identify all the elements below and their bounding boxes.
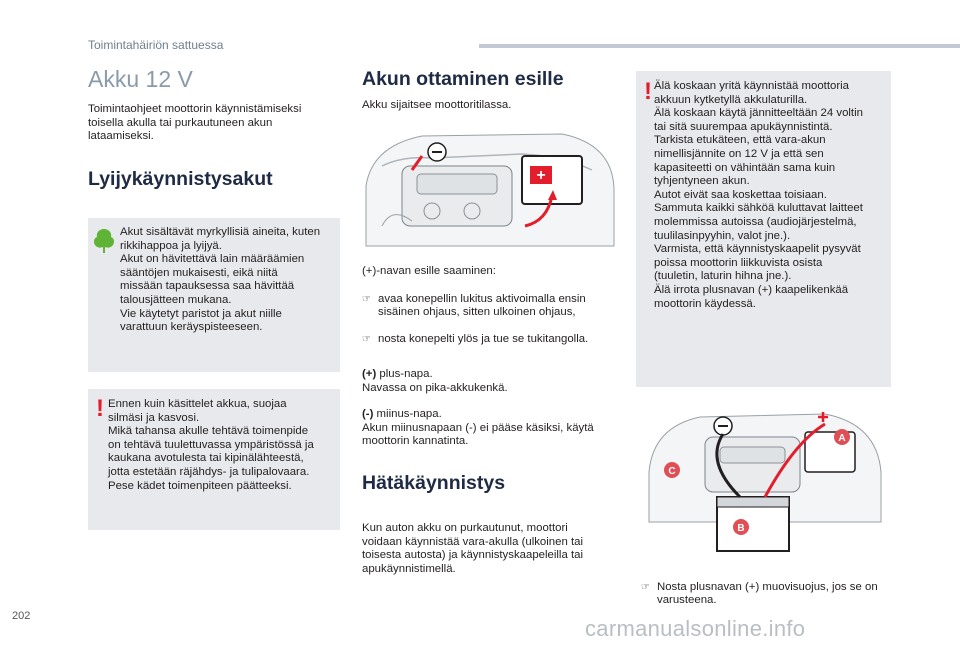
- callout-c: C: [668, 466, 676, 477]
- access-steps-list: [362, 279, 612, 361]
- callout-a: A: [838, 433, 846, 444]
- section-title-access: Akun ottaminen esille: [362, 68, 564, 90]
- plus-terminal-text: (+) plus-napa. Navassa on pika-akkukenkä.: [362, 368, 508, 394]
- list-item: ☞ Nosta plusnavan (+) muovisuojus, jos se on varusteena.: [641, 580, 878, 607]
- minus-terminal-text: (-) miinus-napa. Akun miinusnapaan (-) ei pääse käsiksi, käytä moottorin kannatinta.: [362, 408, 594, 448]
- intro-text: Toimintaohjeet moottorin käynnistämiseksi toisella akulla tai purkautuneen akun lataamiseksi.: [88, 103, 302, 143]
- battery-location-text: Akku sijaitsee moottoritilassa.: [362, 99, 512, 111]
- list-item: ☞ nosta konepelti ylös ja tue se tukitangolla.: [362, 333, 589, 346]
- warning-text-right: Älä koskaan yritä käynnistää moottoria akkuun kytketyllä akkulaturilla. Älä koskaan käytä jännitteeltään 24 voltin tai sitä suurempaa apukäynnistintä. Tarkista etukäteen, että vara-akun nimellisjännite on 12 V ja että sen kapasiteetti on vähintään sama kuin tyhjentyneen akun. Autot eivät saa koskettaa toisiaan. Sammuta kaikki sähköä kuluttavat laitteet molemmissa autoissa (audiojärjestelmä, tuulilasinpyyhin, valot jne.). Varmista, että käynnistyskaapelit pysyvät poissa moottorin liikkuvista osista (tuuletin, laturin hihna jne.). Älä irrota plusnavan (+) kaapelikenkää moottorin käydessä.: [654, 80, 863, 310]
- watermark: carmanualsonline.info: [585, 616, 806, 641]
- jump-start-text: Kun auton akku on purkautunut, moottori voidaan käynnistää vara-akulla (ulkoinen tai toisesta autosta) ja käynnistyskaapeleilla tai apukäynnistimellä.: [362, 522, 583, 575]
- pointing-hand-icon: ☞: [362, 334, 371, 346]
- list-item: ☞ avaa konepellin lukitus aktivoimalla ensin sisäinen ohjaus, sitten ulkoinen ohjaus,: [362, 292, 586, 319]
- tree-eco-icon: [93, 228, 115, 254]
- pointing-hand-icon: ☞: [362, 293, 371, 305]
- exclamation-warning-icon: !: [644, 78, 652, 105]
- page-number: 202: [12, 610, 31, 622]
- raise-cover-step: [641, 567, 891, 621]
- exclamation-warning-icon: !: [96, 395, 104, 422]
- svg-text:+: +: [536, 167, 546, 184]
- callout-b: B: [737, 523, 745, 534]
- engine-bay-illustration: [362, 126, 618, 252]
- pointing-hand-icon: ☞: [641, 581, 650, 593]
- section-header: Toimintahäiriön sattuessa: [88, 38, 224, 52]
- section-title-jump-start: Hätäkäynnistys: [362, 472, 506, 494]
- page-title: Akku 12 V: [88, 66, 193, 92]
- access-heading: (+)-navan esille saaminen:: [362, 265, 496, 277]
- eco-note-box: [88, 218, 340, 372]
- warning-text-left: Ennen kuin käsittelet akkua, suojaa silmäsi ja kasvosi. Mikä tahansa akulle tehtävä toimenpide on tehtävä tuulettuvassa ympäristössä ja kaukana avotulesta tai kipinälähteestä, jotta estetään räjähdys- ja tulipalovaara. Pese kädet toimenpiteen päätteeksi.: [108, 398, 314, 492]
- warning-box-right: [636, 71, 891, 387]
- jump-start-illustration: [645, 402, 885, 557]
- subtitle-lead-acid: Lyijykäynnistysakut: [88, 168, 273, 190]
- warning-box-left: [88, 389, 340, 530]
- eco-note-text: Akut sisältävät myrkyllisiä aineita, kuten rikkihappoa ja lyijyä. Akut on hävitettävä lain määräämien sääntöjen mukaisesti, eikä niitä missään tapauksessa saa hävittää talousjätteen mukana. Vie käytetyt paristot ja akut niille varattuun keräyspisteeseen.: [120, 226, 321, 334]
- header-divider: [479, 44, 960, 48]
